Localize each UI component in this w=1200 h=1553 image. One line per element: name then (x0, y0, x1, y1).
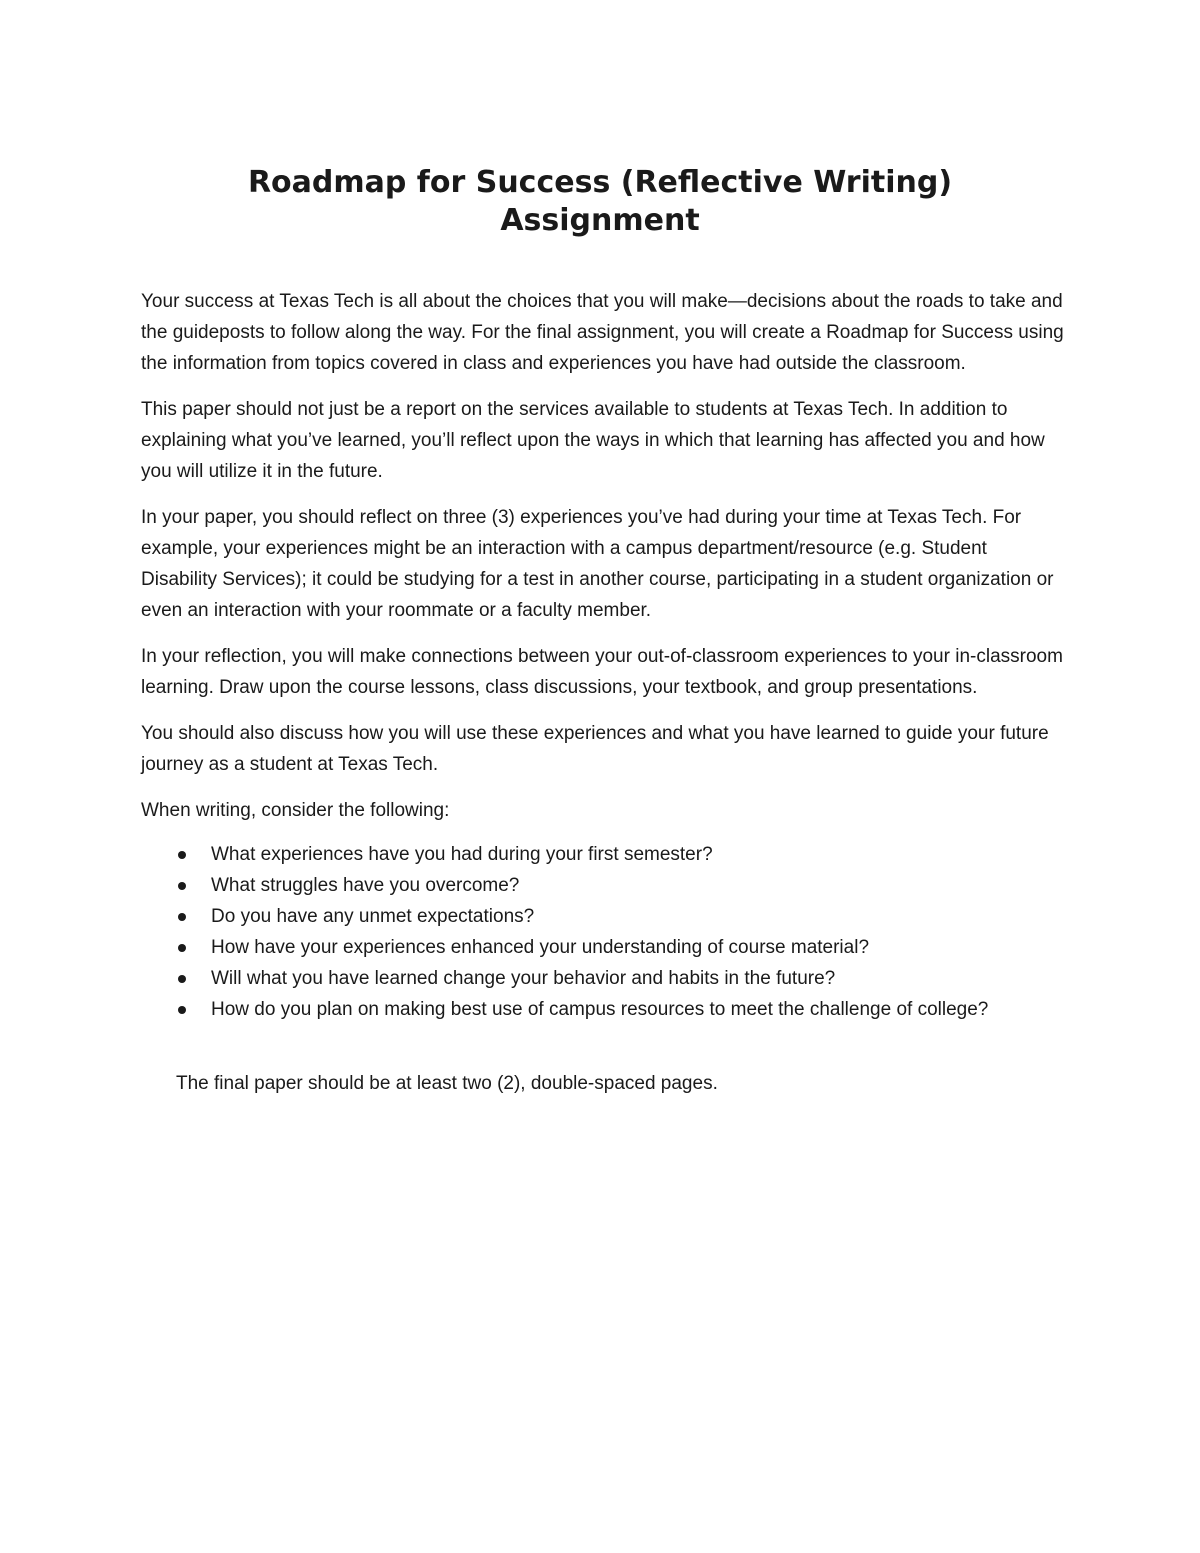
bullet-icon (178, 944, 186, 952)
bullet-icon (178, 882, 186, 890)
closing-note: The final paper should be at least two (2), double-spaced pages. (176, 1073, 718, 1094)
paragraph-future: You should also discuss how you will use these experiences and what you have learned to guide your future journey as a student at Texas Tech. (141, 723, 1049, 775)
paragraph-consider: When writing, consider the following: (141, 800, 450, 821)
list-item (141, 994, 1066, 1025)
list-item-text: Do you have any unmet expectations? (211, 906, 535, 927)
document-title (140, 164, 1060, 240)
title-line-1: Roadmap for Success (Reflective Writing) (247, 165, 953, 200)
paragraph-report: This paper should not just be a report on the services available to students at Texas Tech. In addition to explaining what you’ve learned, you’ll reflect upon the ways in which that learning has affected you and how you will utilize it in the future. (141, 399, 1045, 482)
bullet-icon (178, 913, 186, 921)
list-item (141, 901, 1066, 932)
list-item-text: Will what you have learned change your behavior and habits in the future? (211, 968, 836, 989)
list-item (141, 963, 1066, 994)
list-item (141, 839, 1066, 870)
bullet-icon (178, 851, 186, 859)
title-line-2: Assignment (500, 203, 700, 238)
consider-list (141, 839, 1066, 1025)
document-body (141, 286, 1066, 1114)
bullet-icon (178, 975, 186, 983)
paragraph-experiences: In your paper, you should reflect on three (3) experiences you’ve had during your time at Texas Tech. For example, your experiences might be an interaction with a campus department/resource (e.g. Student Disability Services); it could be studying for a test in another course, participating in a student organization or even an interaction with your roommate or a faculty member. (141, 507, 1054, 621)
list-item-text: What experiences have you had during your first semester? (211, 844, 713, 865)
list-item-text: How have your experiences enhanced your understanding of course material? (211, 937, 870, 958)
list-item (141, 870, 1066, 901)
list-item (141, 932, 1066, 963)
paragraph-intro: Your success at Texas Tech is all about the choices that you will make—decisions about the roads to take and the guideposts to follow along the way. For the final assignment, you will create a Roadmap for Success using the information from topics covered in class and experiences you have had outside the classroom. (141, 291, 1064, 374)
paragraph-reflection: In your reflection, you will make connections between your out-of-classroom experiences to your in-classroom learning. Draw upon the course lessons, class discussions, your textbook, and group presentations. (141, 646, 1063, 698)
list-item-text: How do you plan on making best use of campus resources to meet the challenge of college? (211, 999, 989, 1020)
bullet-icon (178, 1006, 186, 1014)
list-item-text: What struggles have you overcome? (211, 875, 520, 896)
